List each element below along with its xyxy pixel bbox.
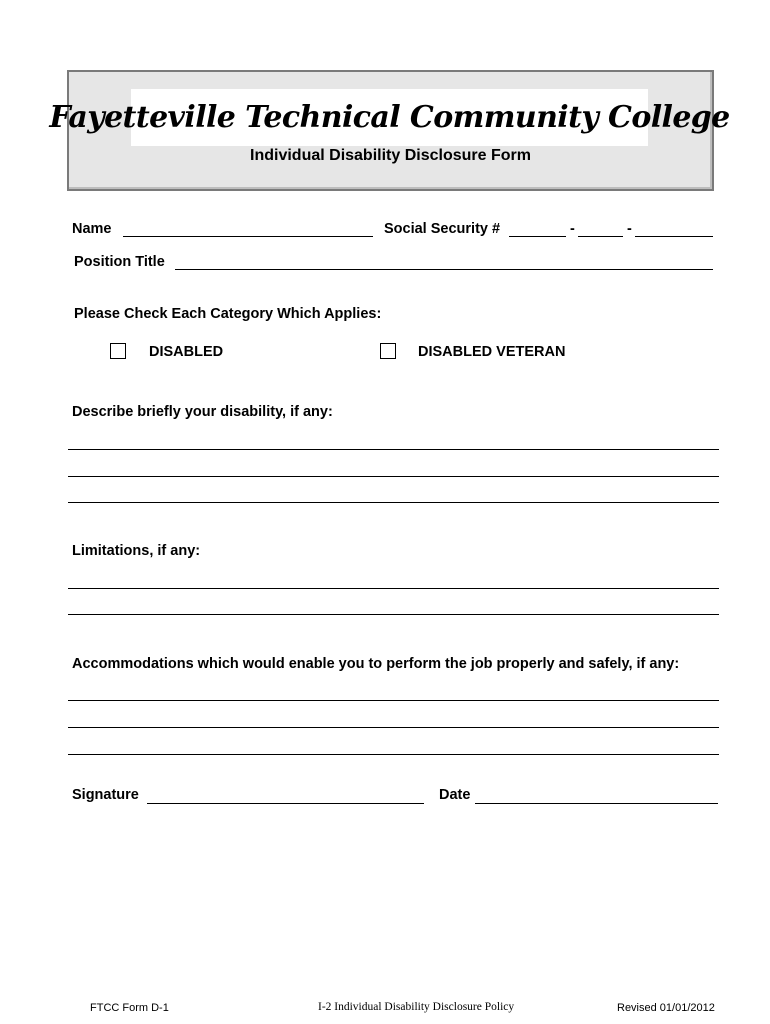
form-title: Individual Disability Disclosure Form [250,147,531,164]
position-title-field[interactable] [175,269,713,270]
ssn-field-part3[interactable] [635,236,713,237]
ssn-separator-1: - [570,221,575,237]
accommodations-line-2[interactable] [68,727,719,728]
date-label: Date [439,787,471,803]
position-title-label: Position Title [74,254,165,270]
accommodations-line-3[interactable] [68,754,719,755]
name-label: Name [72,221,112,237]
disabled-label: DISABLED [149,344,224,360]
ssn-field-part1[interactable] [509,236,566,237]
limitations-label: Limitations, if any: [72,543,201,559]
date-field[interactable] [475,803,718,804]
limitations-line-2[interactable] [68,614,719,615]
disability-line-2[interactable] [68,476,719,477]
disabled-checkbox[interactable] [110,343,126,359]
disability-line-1[interactable] [68,449,719,450]
accommodations-label: Accommodations which would enable you to perform the job properly and safely, if any: [72,656,680,672]
disabled-veteran-checkbox[interactable] [380,343,396,359]
disability-description-label: Describe briefly your disability, if any: [72,404,333,420]
ssn-separator-2: - [627,221,632,237]
name-field[interactable] [123,236,373,237]
college-logo [49,89,730,146]
disability-line-3[interactable] [68,502,719,503]
accommodations-line-1[interactable] [68,700,719,701]
footer-form-number: FTCC Form D-1 [90,1002,169,1014]
ssn-label: Social Security # [384,221,501,237]
signature-label: Signature [72,787,139,803]
limitations-line-1[interactable] [68,588,719,589]
ssn-field-part2[interactable] [578,236,623,237]
signature-field[interactable] [147,803,424,804]
footer-revised: Revised 01/01/2012 [617,1002,715,1014]
disabled-veteran-label: DISABLED VETERAN [418,344,566,360]
college-logo-text: Fayetteville Technical Community College [49,100,730,135]
category-heading: Please Check Each Category Which Applies: [74,306,382,322]
footer-policy: I-2 Individual Disability Disclosure Policy [318,1001,515,1013]
